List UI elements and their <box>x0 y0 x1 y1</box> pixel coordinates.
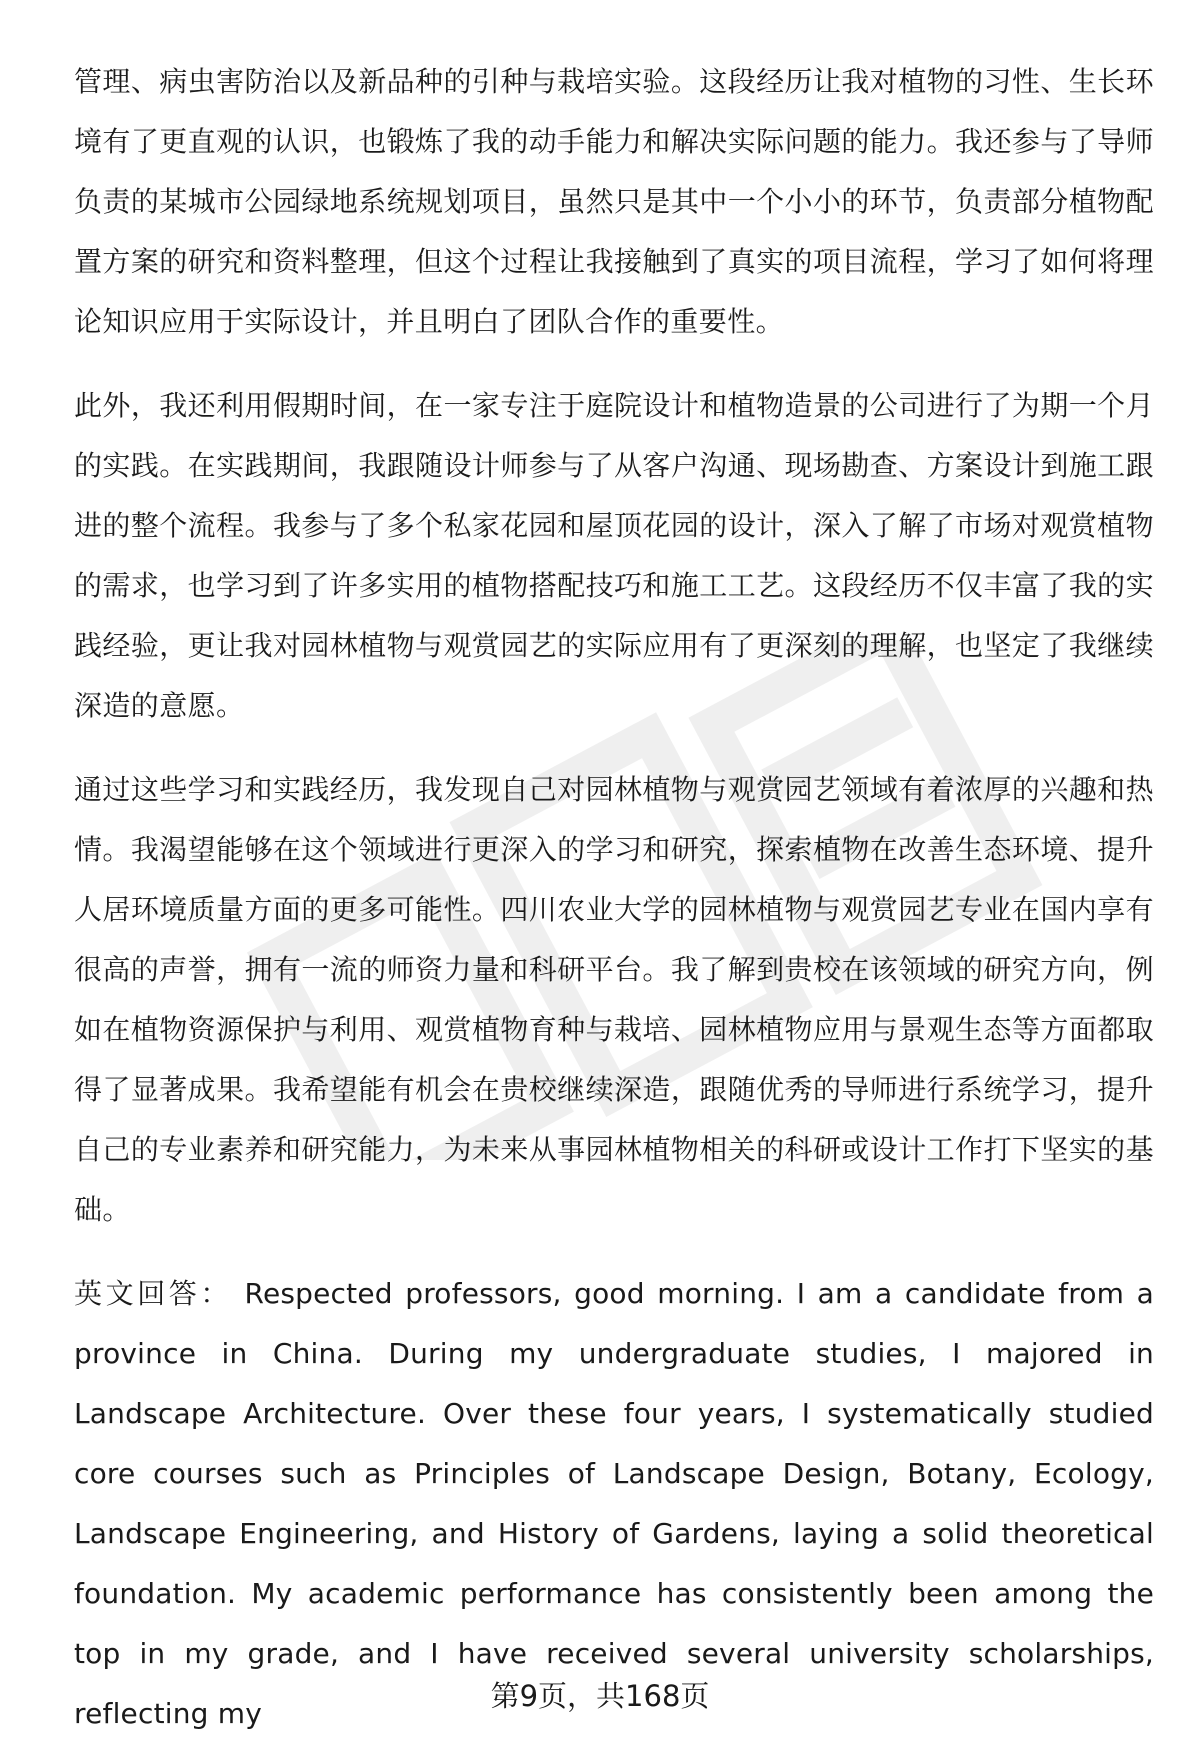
document-body <box>74 52 1154 1744</box>
paragraph-1: 管理、病虫害防治以及新品种的引种与栽培实验。这段经历让我对植物的习性、生长环境有了更直观的认识，也锻炼了我的动手能力和解决实际问题的能力。我还参与了导师负责的某城市公园绿地系统规划项目，虽然只是其中一个小小的环节，负责部分植物配置方案的研究和资料整理，但这个过程让我接触到了真实的项目流程，学习了如何将理论知识应用于实际设计，并且明白了团队合作的重要性。 <box>74 65 1154 338</box>
english-answer-label: 英文回答： <box>74 1277 233 1310</box>
paragraph-2: 此外，我还利用假期时间，在一家专注于庭院设计和植物造景的公司进行了为期一个月的实践。在实践期间，我跟随设计师参与了从客户沟通、现场勘查、方案设计到施工跟进的整个流程。我参与了多个私家花园和屋顶花园的设计，深入了解了市场对观赏植物的需求，也学习到了许多实用的植物搭配技巧和施工工艺。这段经历不仅丰富了我的实践经验，更让我对园林植物与观赏园艺的实际应用有了更深刻的理解，也坚定了我继续深造的意愿。 <box>74 389 1154 722</box>
paragraph-3: 通过这些学习和实践经历，我发现自己对园林植物与观赏园艺领域有着浓厚的兴趣和热情。我渴望能够在这个领域进行更深入的学习和研究，探索植物在改善生态环境、提升人居环境质量方面的更多可能性。四川农业大学的园林植物与观赏园艺专业在国内享有很高的声誉，拥有一流的师资力量和科研平台。我了解到贵校在该领域的研究方向，例如在植物资源保护与利用、观赏植物育种与栽培、园林植物应用与景观生态等方面都取得了显著成果。我希望能有机会在贵校继续深造，跟随优秀的导师进行系统学习，提升自己的专业素养和研究能力，为未来从事园林植物相关的科研或设计工作打下坚实的基础。 <box>74 773 1154 1226</box>
english-answer-text: Respected professors, good morning. I am a candidate from a province in China. During my undergraduate studies, I majored in Landscape Architecture. Over these four years, I systematically studied core courses such as Principles of Landscape Design, Botany, Ecology, Landscape Engineering, and History of Gardens, laying a solid theoretical foundation. My academic performance has consistently been among the top in my grade, and I have received several university scholarships, reflecting my <box>74 1277 1154 1730</box>
page-number-footer: 第9页，共168页 <box>490 1679 710 1713</box>
english-answer-paragraph <box>74 1264 1154 1744</box>
